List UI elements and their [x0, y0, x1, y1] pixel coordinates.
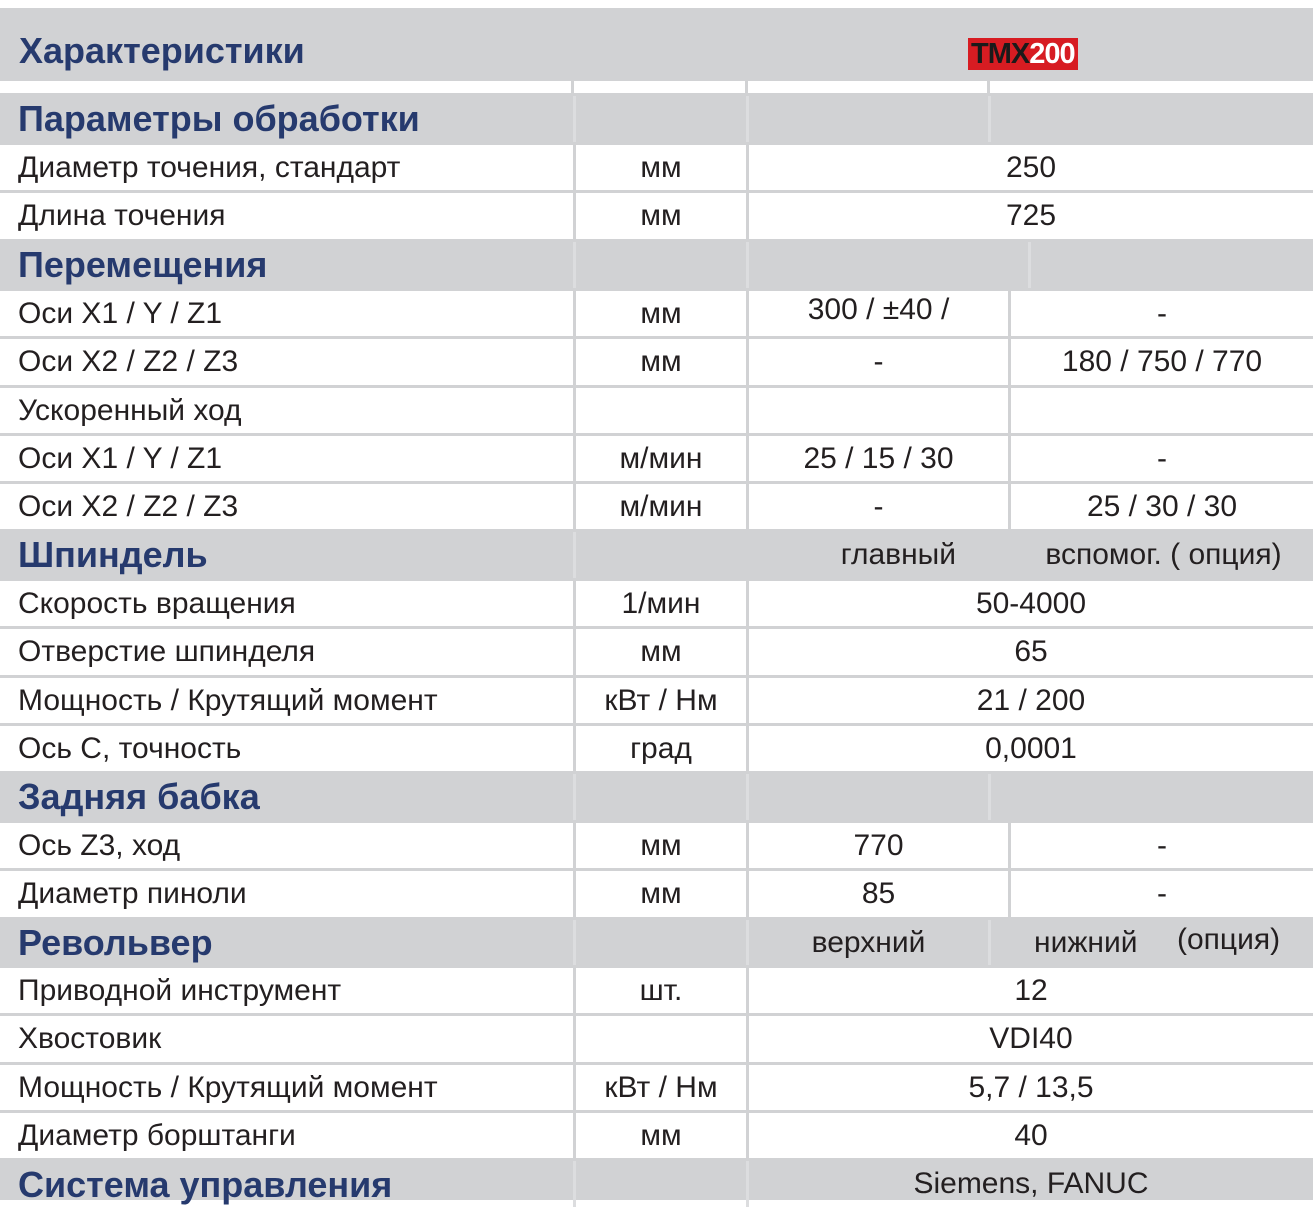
param-name: Диаметр борштанги	[18, 1119, 296, 1152]
param-unit: кВт / Нм	[573, 678, 746, 724]
table-row	[0, 1062, 1313, 1111]
param-value: 65	[746, 629, 1313, 675]
table-row	[0, 675, 1313, 724]
section-control	[0, 1158, 1313, 1205]
param-value: 250	[746, 145, 1313, 191]
param-name: Длина точения	[18, 199, 226, 232]
table-row	[0, 433, 1313, 482]
param-unit: мм	[573, 1113, 746, 1159]
section-tailstock	[0, 771, 1313, 820]
param-unit: кВт / Нм	[573, 1065, 746, 1111]
param-value: 12	[746, 968, 1313, 1014]
col-aux-label: вспомог. ( опция)	[1045, 538, 1282, 571]
param-value-1	[746, 388, 1008, 434]
section-title: Револьвер	[18, 922, 213, 963]
param-name: Оси X1 / Y / Z1	[18, 297, 223, 330]
param-value-2: 180 / 750 / 770	[1008, 339, 1313, 385]
param-unit	[573, 388, 746, 434]
control-value: Siemens, FANUC	[746, 1161, 1313, 1207]
section-travel	[0, 239, 1313, 288]
param-name: Диаметр пиноли	[18, 877, 247, 910]
param-value-1: 300 / ±40 /	[746, 291, 1008, 337]
tmx200-logo	[968, 38, 1078, 70]
table-row	[0, 578, 1313, 627]
param-name: Скорость вращения	[18, 587, 296, 620]
param-value-2: -	[1008, 291, 1313, 337]
table-row	[0, 1013, 1313, 1062]
page-title: Характеристики	[19, 30, 305, 71]
table-row	[0, 820, 1313, 869]
logo-text-200: 200	[1029, 38, 1075, 70]
table-row	[0, 288, 1313, 337]
section-title: Параметры обработки	[18, 98, 420, 139]
param-value-1: 25 / 15 / 30	[746, 436, 1008, 482]
param-unit: мм	[573, 291, 746, 337]
param-unit: м/мин	[573, 484, 746, 530]
param-value: 40	[746, 1113, 1313, 1159]
param-unit: мм	[573, 871, 746, 917]
section-turret	[0, 917, 1313, 966]
param-value: VDI40	[746, 1016, 1313, 1062]
param-name: Отверстие шпинделя	[18, 635, 316, 668]
param-value-1: -	[746, 484, 1008, 530]
param-unit: град	[573, 726, 746, 772]
col-lower-note: (опция)	[1177, 923, 1281, 956]
table-row	[0, 142, 1313, 191]
param-unit: мм	[573, 193, 746, 239]
table-row	[0, 190, 1313, 239]
param-name: Хвостовик	[18, 1022, 162, 1055]
param-name: Ось Z3, ход	[18, 829, 181, 862]
table-row	[0, 385, 1313, 434]
section-title: Система управления	[18, 1164, 393, 1205]
param-value: 21 / 200	[746, 678, 1313, 724]
param-unit	[573, 1016, 746, 1062]
param-value: 0,0001	[746, 726, 1313, 772]
param-value-1: 85	[746, 871, 1008, 917]
param-name: Мощность / Крутящий момент	[18, 684, 438, 717]
param-unit: мм	[573, 339, 746, 385]
table-row	[0, 965, 1313, 1014]
title-bar	[0, 8, 1313, 81]
param-name: Оси X2 / Z2 / Z3	[18, 345, 239, 378]
col-upper-label: верхний	[746, 920, 988, 966]
param-value-2: 25 / 30 / 30	[1008, 484, 1313, 530]
col-lower-label: нижний	[1034, 926, 1138, 959]
header-divider	[0, 81, 1313, 93]
param-value-2: -	[1008, 871, 1313, 917]
param-value: 5,7 / 13,5	[746, 1065, 1313, 1111]
param-name: Оси X2 / Z2 / Z3	[18, 490, 239, 523]
section-spindle	[0, 529, 1313, 578]
param-value-1: 770	[746, 823, 1008, 869]
param-name: Ось С, точность	[18, 732, 242, 765]
table-row	[0, 626, 1313, 675]
col-main-label: главный	[840, 538, 956, 571]
param-value-1: -	[746, 339, 1008, 385]
param-unit: 1/мин	[573, 581, 746, 627]
table-row	[0, 481, 1313, 530]
logo-text-tmx: TMX	[971, 38, 1030, 70]
param-name: Оси X1 / Y / Z1	[18, 442, 223, 475]
param-name: Ускоренный ход	[18, 394, 242, 427]
param-unit: мм	[573, 823, 746, 869]
table-row	[0, 1110, 1313, 1159]
table-row	[0, 723, 1313, 772]
param-name: Диаметр точения, стандарт	[18, 151, 401, 184]
table-row	[0, 336, 1313, 385]
section-title: Задняя бабка	[18, 776, 260, 817]
table-row	[0, 868, 1313, 917]
param-value-2: -	[1008, 436, 1313, 482]
param-unit: шт.	[573, 968, 746, 1014]
section-title: Шпиндель	[18, 534, 208, 575]
param-value: 725	[746, 193, 1313, 239]
param-value-2: -	[1008, 823, 1313, 869]
param-name: Приводной инструмент	[18, 974, 342, 1007]
section-processing	[0, 93, 1313, 142]
param-unit: мм	[573, 629, 746, 675]
param-unit: м/мин	[573, 436, 746, 482]
section-title: Перемещения	[18, 244, 268, 285]
param-unit: мм	[573, 145, 746, 191]
param-name: Мощность / Крутящий момент	[18, 1071, 438, 1104]
param-value-2	[1008, 388, 1313, 434]
param-value: 50-4000	[746, 581, 1313, 627]
